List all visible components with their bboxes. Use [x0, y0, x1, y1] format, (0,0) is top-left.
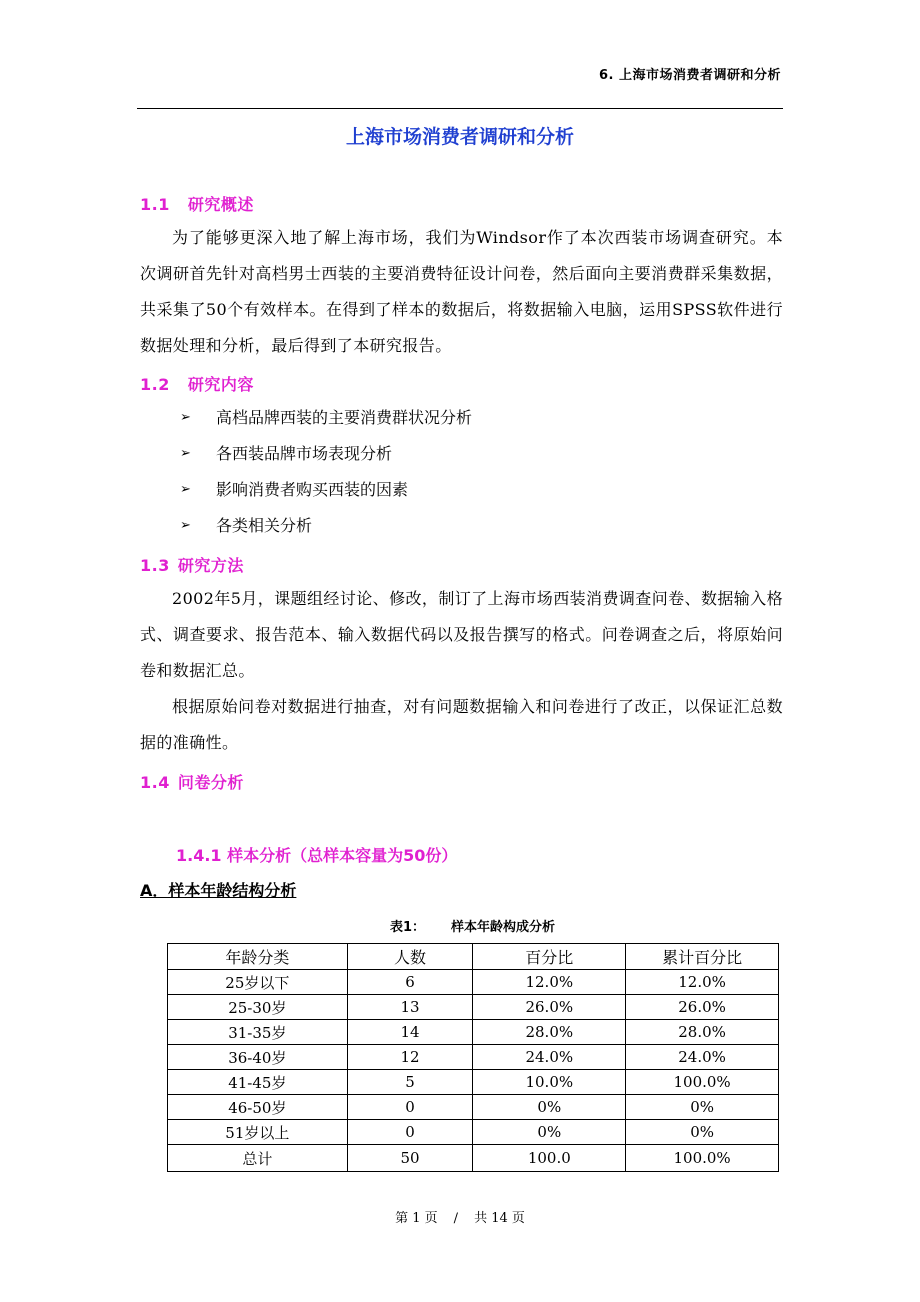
section-heading-method	[140, 553, 244, 576]
section-number: 1.1	[140, 195, 170, 214]
arrow-bullet-icon: ➢	[180, 482, 191, 497]
table-title: 样本年龄构成分析	[451, 920, 556, 935]
section-title: 问卷分析	[177, 773, 244, 792]
document-title: 上海市场消费者调研和分析	[345, 126, 574, 148]
arrow-bullet-icon: ➢	[180, 410, 191, 425]
section-title: 研究方法	[177, 556, 244, 575]
method-paragraph-2	[140, 689, 783, 761]
method-text-2: 根据原始问卷对数据进行抽查，对有问题数据输入和问卷进行了改正，以保证汇总数据的准确性。	[140, 697, 783, 752]
table-total-row: 总计 50 100.0 100.0%	[168, 1145, 779, 1172]
column-header: 年龄分类	[168, 944, 348, 970]
subsection-title: 样本分析（总样本容量为50份）	[227, 846, 458, 865]
column-header: 累计百分比	[626, 944, 779, 970]
content-list	[180, 400, 472, 544]
section-title: 研究概述	[187, 195, 254, 214]
table-label: 表1：	[389, 920, 426, 935]
overview-text: 为了能够更深入地了解上海市场，我们为Windsor作了本次西装市场调查研究。本次调研首先针对高档男士西装的主要消费特征设计问卷，然后面向主要消费群采集数据，共采集了50个有效样本。在得到了样本的数据后，将数据输入电脑，运用SPSS软件进行数据处理和分析，最后得到了本研究报告。	[140, 228, 783, 355]
table-row: 31-35岁 14 28.0% 28.0%	[168, 1020, 779, 1045]
list-item: ➢ 各西装品牌市场表现分析	[180, 436, 472, 472]
list-item: ➢ 各类相关分析	[180, 508, 472, 544]
table-row: 25岁以下 6 12.0% 12.0%	[168, 970, 779, 995]
section-heading-content	[140, 372, 254, 395]
table-row: 51岁以上 0 0% 0%	[168, 1120, 779, 1145]
section-heading-overview	[140, 192, 254, 215]
section-number: 1.4	[140, 773, 170, 792]
header-rule	[137, 108, 783, 109]
age-analysis-heading: A．样本年龄结构分析	[140, 881, 297, 900]
section-heading-questionnaire	[140, 770, 244, 793]
section-title: 研究内容	[187, 375, 254, 394]
column-header: 百分比	[473, 944, 626, 970]
method-text-1: 2002年5月，课题组经讨论、修改，制订了上海市场西装消费调查问卷、数据输入格式、调查要求、报告范本、输入数据代码以及报告撰写的格式。问卷调查之后，将原始问卷和数据汇总。	[140, 589, 783, 680]
method-paragraph-1	[140, 581, 783, 689]
age-structure-table	[167, 943, 779, 1172]
table-header-row	[168, 944, 779, 970]
subsection-heading	[176, 843, 457, 866]
running-header: 6. 上海市场消费者调研和分析	[598, 68, 781, 83]
table-row: 41-45岁 5 10.0% 100.0%	[168, 1070, 779, 1095]
table-row: 36-40岁 12 24.0% 24.0%	[168, 1045, 779, 1070]
column-header: 人数	[347, 944, 473, 970]
table-caption	[167, 916, 778, 935]
list-item: ➢ 影响消费者购买西装的因素	[180, 472, 472, 508]
page-separator: /	[453, 1211, 459, 1226]
page-number: 第 1 页	[395, 1211, 438, 1226]
section-number: 1.3	[140, 556, 170, 575]
page-total: 共 14 页	[474, 1211, 525, 1226]
arrow-bullet-icon: ➢	[180, 518, 191, 533]
section-number: 1.2	[140, 375, 170, 394]
subsection-number: 1.4.1	[176, 846, 222, 865]
table-row: 46-50岁 0 0% 0%	[168, 1095, 779, 1120]
list-item: ➢ 高档品牌西装的主要消费群状况分析	[180, 400, 472, 436]
page-footer	[137, 1207, 783, 1226]
arrow-bullet-icon: ➢	[180, 446, 191, 461]
table-row: 25-30岁 13 26.0% 26.0%	[168, 995, 779, 1020]
overview-paragraph	[140, 220, 783, 364]
